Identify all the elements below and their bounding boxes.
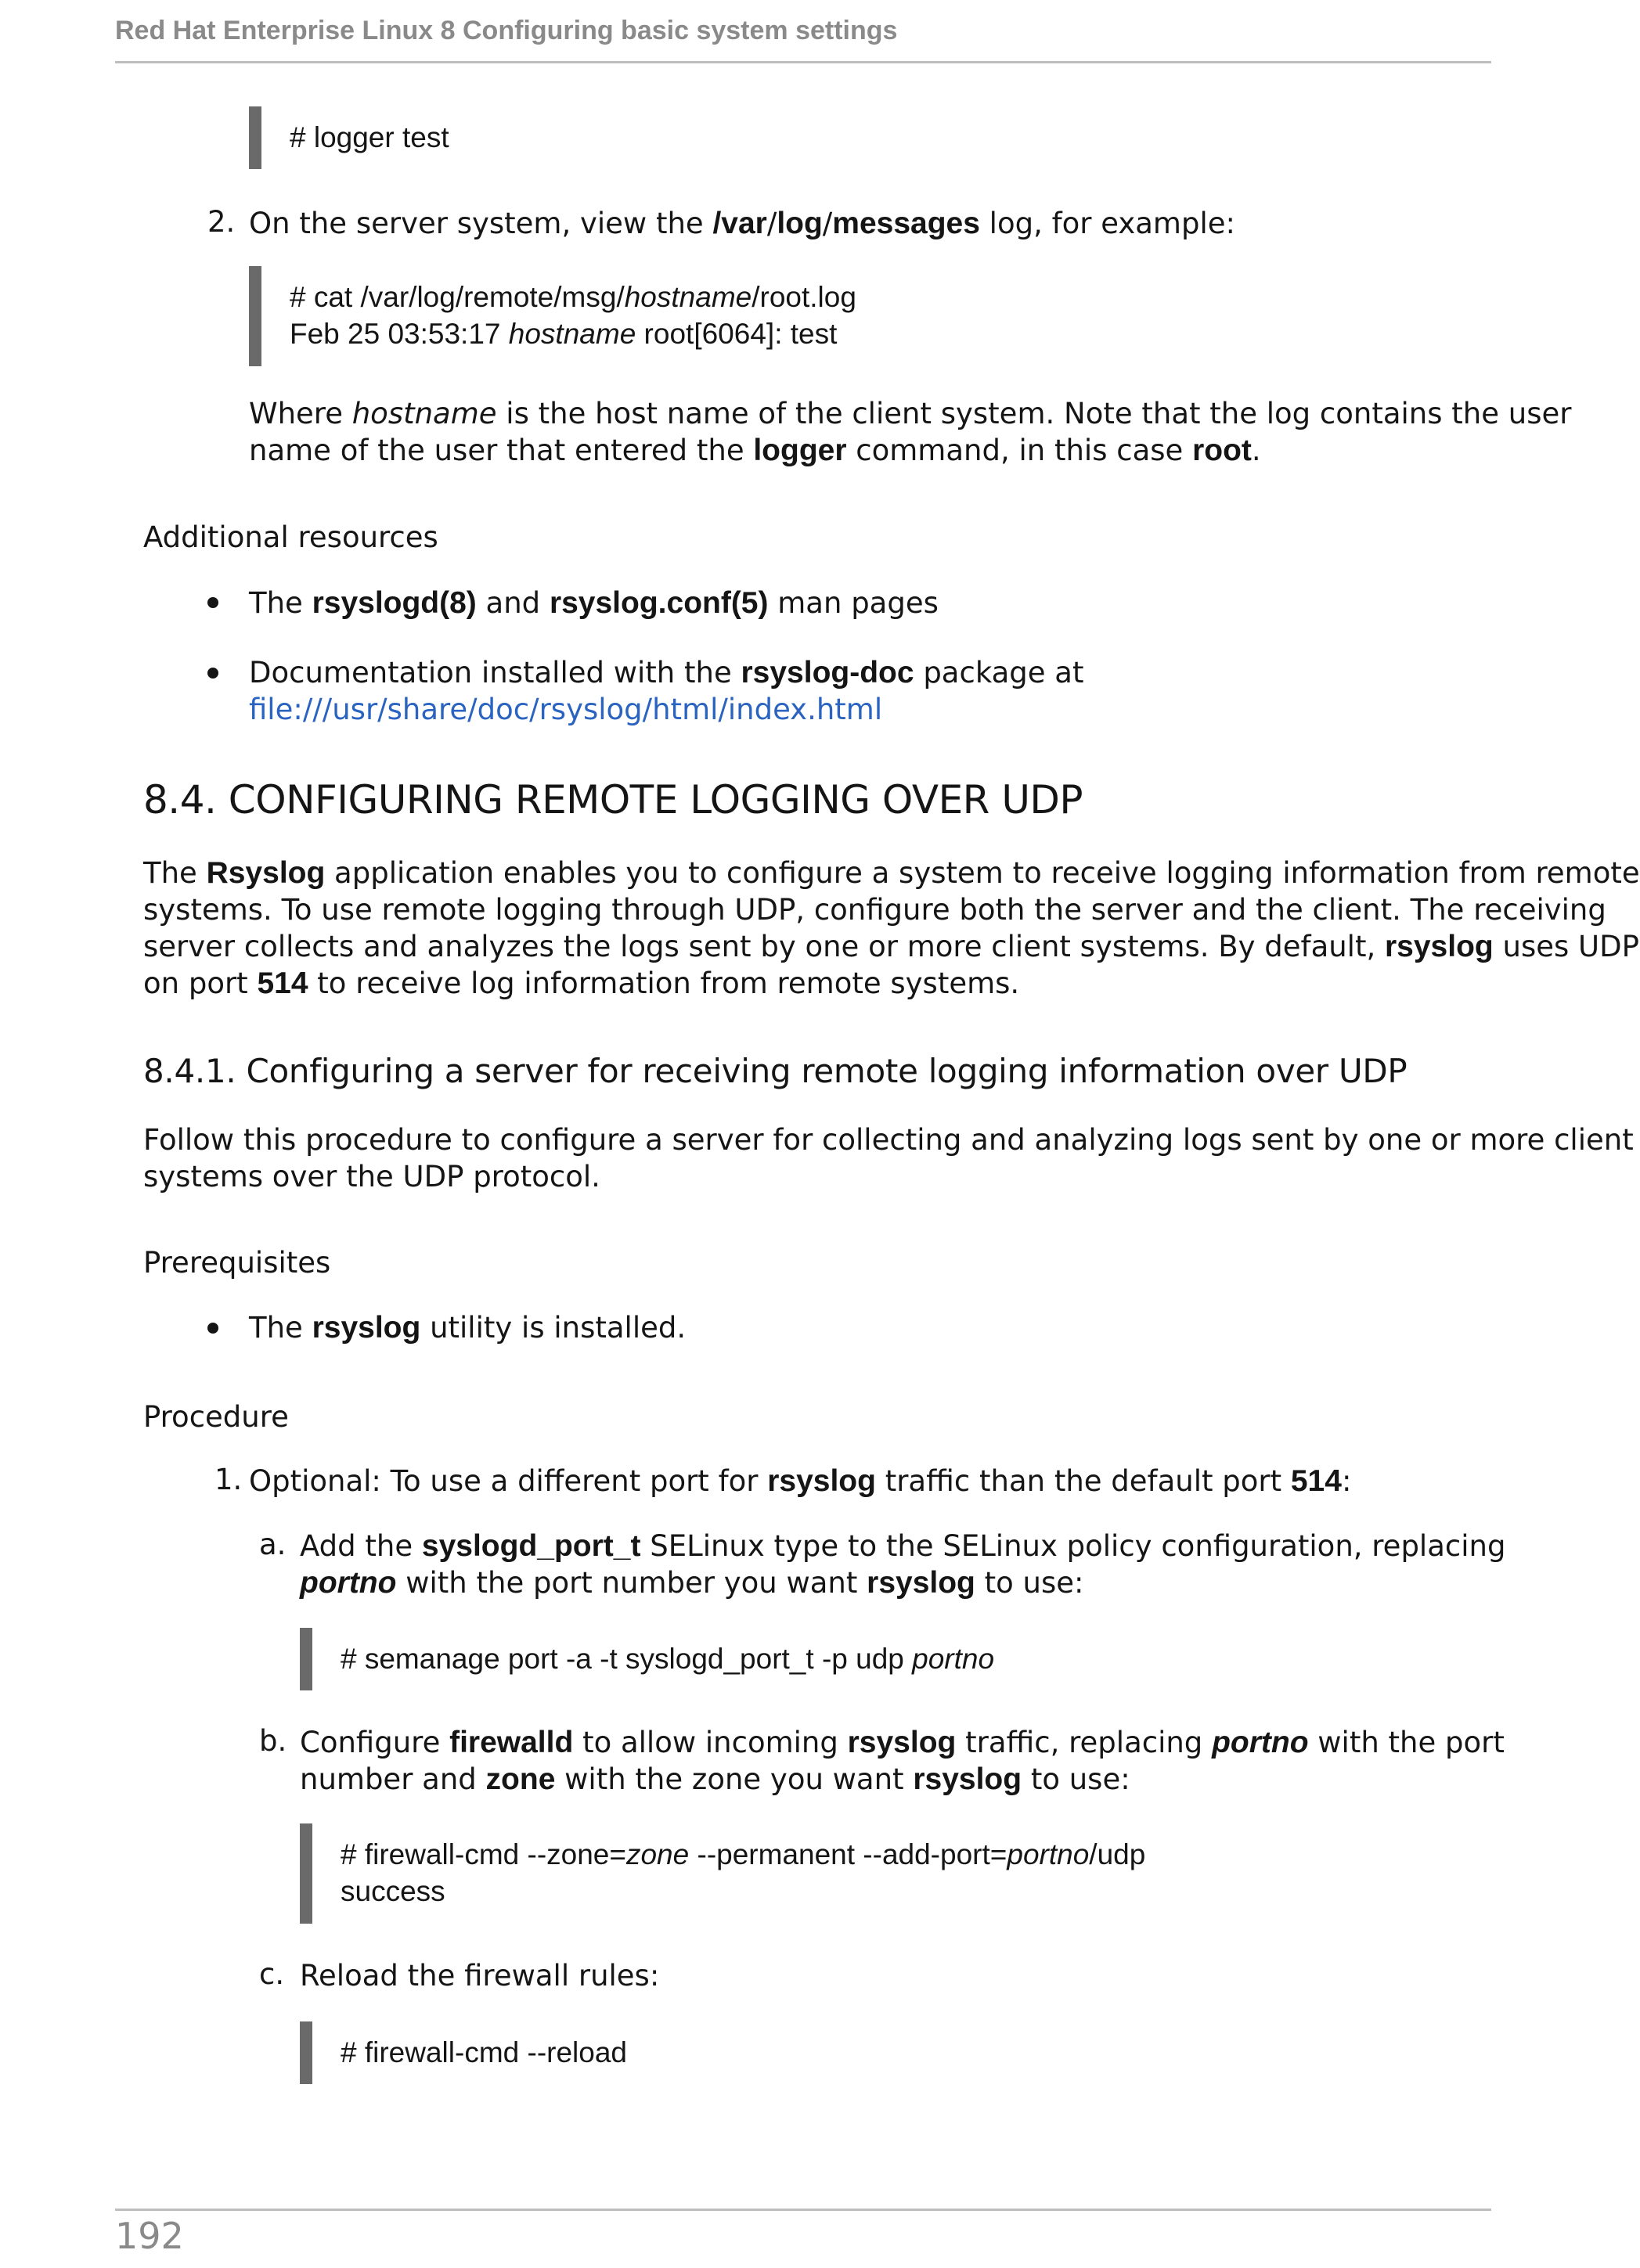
section-8-4-paragraph: The Rsyslog application enables you to configure a system to receive logging information from remote systems. To use remote logging through UDP, configure both the server and the client. The receiving server collects and analyzes the logs sent by one or more client systems. By default, rsyslog uses UDP on port 514 to receive log information from remote systems. xyxy=(143,856,1640,1000)
code-line: Feb 25 03:53:17 hostname root[6064]: test xyxy=(290,318,838,350)
code-block-firewall-reload xyxy=(300,2021,627,2084)
substep-marker: c. xyxy=(259,1957,285,1991)
code-line: # logger test xyxy=(290,121,449,153)
section-heading-8-4: 8.4. CONFIGURING REMOTE LOGGING OVER UDP xyxy=(143,777,1083,823)
code-block-cat xyxy=(249,266,856,366)
code-line: # firewall-cmd --zone=zone --permanent --add-port=portno/udp xyxy=(341,1838,1146,1870)
code-line: # semanage port -a -t syslogd_port_t -p udp portno xyxy=(341,1643,995,1675)
step-number: 1. xyxy=(214,1463,243,1496)
prerequisite-item: The rsyslog utility is installed. xyxy=(249,1311,687,1345)
resource-item: Documentation installed with the rsyslog-doc package at file:///usr/share/doc/rsyslog/html/index.html xyxy=(249,656,1084,726)
substep-marker: b. xyxy=(259,1724,287,1758)
header-rule xyxy=(115,61,1491,63)
rsyslog-doc-link[interactable]: file:///usr/share/doc/rsyslog/html/index.html xyxy=(249,693,883,726)
step2-text: On the server system, view the /var/log/messages log, for example: xyxy=(249,207,1235,240)
bullet-icon xyxy=(207,597,218,608)
code-line: # firewall-cmd --reload xyxy=(341,2036,627,2068)
step1-text: Optional: To use a different port for rsyslog traffic than the default port 514: xyxy=(249,1464,1352,1498)
step-number: 2. xyxy=(207,205,236,239)
code-block-semanage xyxy=(300,1628,994,1690)
page-number: 192 xyxy=(115,2215,184,2257)
bullet-icon xyxy=(207,1323,218,1334)
running-header: Red Hat Enterprise Linux 8 Configuring basic system settings xyxy=(115,16,898,45)
footer-rule xyxy=(115,2209,1491,2211)
substep-c-text: Reload the firewall rules: xyxy=(300,1959,660,1993)
substep-marker: a. xyxy=(259,1528,287,1561)
additional-resources-heading: Additional resources xyxy=(143,520,438,554)
substep-b-text: Configure firewalld to allow incoming rsyslog traffic, replacing portno with the port number and zone with the zone you want rsyslog to use: xyxy=(300,1726,1505,1796)
code-line: # cat /var/log/remote/msg/hostname/root.log xyxy=(290,281,856,313)
code-line: success xyxy=(341,1875,445,1907)
code-block-logger xyxy=(249,106,449,169)
procedure-heading: Procedure xyxy=(143,1400,289,1434)
bullet-icon xyxy=(207,668,218,679)
code-block-firewall-add-port xyxy=(300,1823,1145,1924)
prerequisites-heading: Prerequisites xyxy=(143,1246,331,1280)
step2-note: Where hostname is the host name of the client system. Note that the log contains the user name of the user that entered the logger command, in this case root. xyxy=(249,397,1572,467)
substep-a-text: Add the syslogd_port_t SELinux type to the SELinux policy configuration, replacing portno with the port number you want rsyslog to use: xyxy=(300,1529,1506,1600)
section-heading-8-4-1: 8.4.1. Configuring a server for receiving remote logging information over UDP xyxy=(143,1052,1408,1090)
section-8-4-1-paragraph: Follow this procedure to configure a server for collecting and analyzing logs sent by one or more client systems over the UDP protocol. xyxy=(143,1123,1634,1193)
resource-item: The rsyslogd(8) and rsyslog.conf(5) man pages xyxy=(249,586,939,620)
